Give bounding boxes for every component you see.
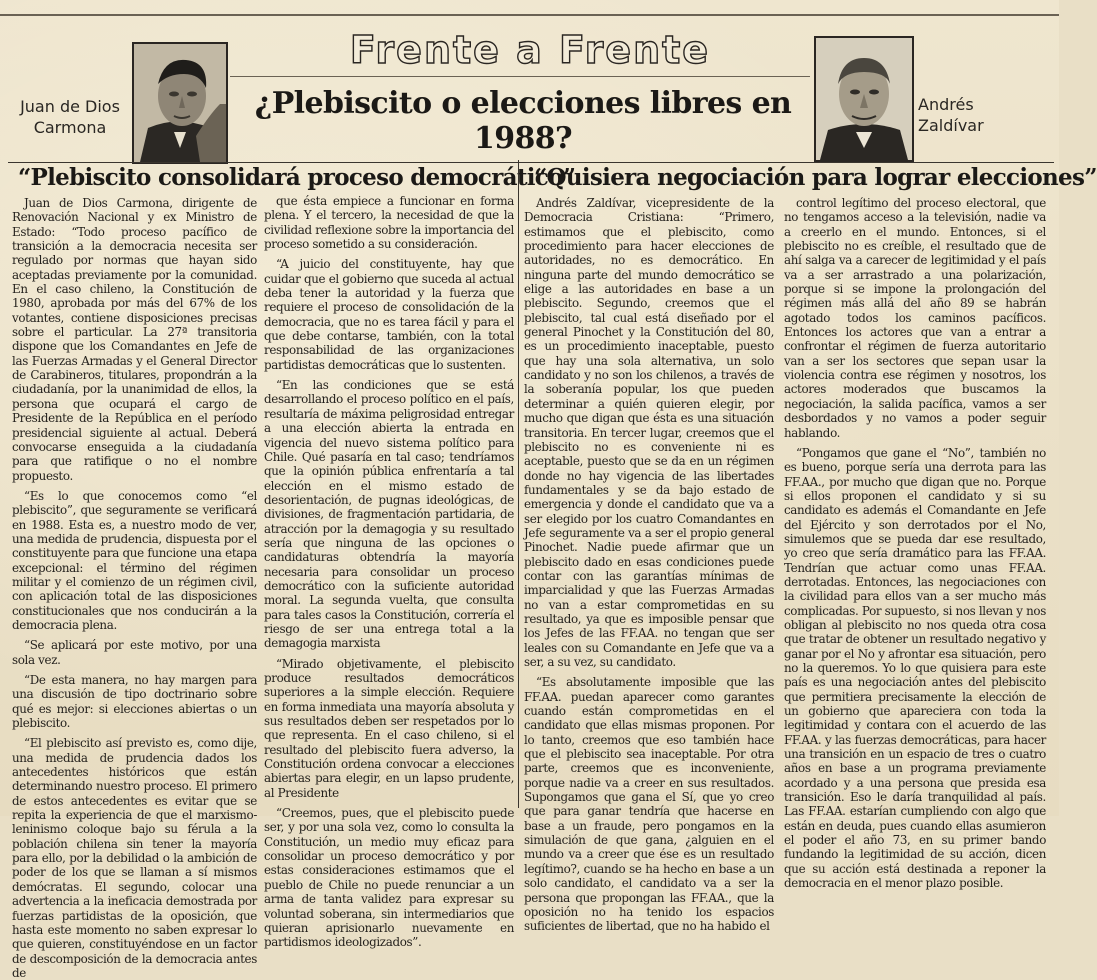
main-headline: ¿Plebiscito o elecciones libres en 1988? xyxy=(254,86,792,156)
paragraph: “En las condiciones que se está desarrollando el proceso político en el país, resultaría de máxima peligrosidad entregar a una elección abierta la entrada en vigencia del nuevo sistema político para Chile. Qué pasaría en tal caso; tendríamos que la opinión pública enfrentaría a tal elección en el mismo estado de desorientación, de pugnas ideológicas, de divisiones, de fragmentación partidaria, de atracción por la demagogia y su resultado sería que ninguna de las opciones o candidaturas obtendría la mayoría necesaria para consolidar un proceso democrático con la suficiente autoridad moral. La segunda vuelta, que consulta para tales casos la Constitución, correría el riesgo de ser una entrega total a la demagogia marxista xyxy=(264,378,514,651)
header-rule xyxy=(8,162,1054,163)
paragraph: que ésta empiece a funcionar en forma plena. Y el tercero, la necesidad de que la civilidad reflexione sobre la importancia del proceso sometido a su consideración. xyxy=(264,194,514,252)
paragraph: “Mirado objetivamente, el plebiscito produce resultados democráticos superiores a la simple elección. Requiere en forma inmediata una mayoría absoluta y sus resultados deben ser respetados por lo que representa. En el caso chileno, si el resultado del plebiscito fuera adverso, la Constitución ordena convocar a elecciones abiertas para elegir, en un lapso prudente, al Presidente xyxy=(264,656,514,800)
paragraph: control legítimo del proceso electoral, que no tengamos acceso a la televisión, nadie va a creerlo en el mundo. Entonces, si el plebiscito no es creíble, el resultado que de ahí salga va a carecer de legitimidad y el país va a ser arrastrado a una polarización, porque si se impone la prolongación del régimen más allá del año 89 se habrán agotado todos los caminos pacíficos. Entonces los actores que van a entrar a confrontar el régimen de fuerza autoritario van a ser los sectores que sepan usar la violencia contra ese régimen y nosotros, los actores moderados que buscamos la negociación, la salida pacífica, vamos a ser desbordados y no vamos a poder seguir hablando. xyxy=(784,196,1046,440)
left-article-column-2 xyxy=(264,194,514,950)
paragraph: “De esta manera, no hay margen para una discusión de tipo doctrinario sobre qué es mejor: si elecciones abiertas o un plebiscito. xyxy=(12,673,257,731)
left-article-column-1 xyxy=(12,196,257,980)
column-divider xyxy=(518,160,519,808)
left-author-photo xyxy=(132,42,228,164)
paragraph: “Creemos, pues, que el plebiscito puede ser, y por una sola vez, como lo consulta la Constitución, un medio muy eficaz para consolidar un proceso democrático y por estas consideraciones estimamos que el pueblo de Chile no puede renunciar a un arma de tanta validez para expresar su voluntad soberana, sin intermediarios que quieran aprisionarlo nuevamente en partidismos ideologizados”. xyxy=(264,806,514,950)
right-article-title: “Quisiera negociación para lograr elecciones” xyxy=(534,164,1097,191)
top-rule xyxy=(0,14,1059,16)
paragraph: “Pongamos que gane el “No”, también no es bueno, porque sería una derrota para las FF.AA., por mucho que digan que no. Porque si ellos proponen el candidato y si su candidato es además el Comandante en Jefe del Ejército y son derrotados por el No, simulemos que se pueda dar ese resultado, yo creo que sería dramático para las FF.AA. Tendrían que actuar como unas FF.AA. derrotadas. Entonces, las negociaciones con la civilidad para ellos van a ser mucho más complicadas. Por supuesto, si nos llevan y nos obligan al plebiscito no nos queda otra cosa que tratar de obtener un resultado negativo y ganar por el No y afrontar esa situación, pero no la queremos. Yo lo que quisiera para este país es una negociación antes del plebiscito que permitiera precisamente la elección de un gobierno que apareciera con toda la legitimidad y contara con el acuerdo de las FF.AA. y las fuerzas democráticas, para hacer una transición en un espacio de tres o cuatro años en base a un programa previamente acordado y a una persona que presida esa transición. Eso le daría tranquilidad al país. Las FF.AA. estarían cumpliendo con algo que están en deuda, pues cuando ellas asumieron el poder el año 73, en su primer bando fundando la legitimidad de su acción, dicen que su acción está destinada a reponer la democracia en el menor plazo posible. xyxy=(784,445,1046,891)
left-author-name: Juan de Dios Carmona xyxy=(20,97,120,137)
portrait-right-image xyxy=(816,38,912,160)
left-article-title: “Plebiscito consolidará proceso democrático” xyxy=(18,164,576,191)
right-article-column-1 xyxy=(524,196,774,934)
paragraph: “Es absolutamente imposible que las FF.AA. puedan aparecer como garantes cuando están comprometidas en el candidato que ellas mismas proponen. Por lo tanto, creemos que eso también hace que el plebiscito sea inaceptable. Por otra parte, creemos que es inconveniente, porque nadie va a creer en sus resultados. Supongamos que gana el Sí, que yo creo que para ganar tendría que hacerse en base a un fraude, pero pongamos en la simulación de que gana, ¿alguien en el mundo va a creer que ése es un resultado legítimo?, cuando se ha hecho en base a un solo candidato, el candidato va a ser la persona que propongan las FF.AA., que la oposición no ha tenido los espacios suficientes de libertad, que no ha habido el xyxy=(524,675,774,934)
paragraph: “Se aplicará por este motivo, por una sola vez. xyxy=(12,638,257,667)
paragraph: “A juicio del constituyente, hay que cuidar que el gobierno que suceda al actual deba tener la autoridad y la fuerza que requiere el proceso de consolidación de la democracia, que no es tarea fácil y para el que debe contarse, también, con la total responsabilidad de las organizaciones partidistas democráticas que lo sustenten. xyxy=(264,257,514,372)
paragraph: “El plebiscito así previsto es, como dije, una medida de prudencia dados los antecedentes históricos que están determinando nuestro proceso. El primero de estos antecedentes es evitar que se repita la experiencia de que el marxismo-leninismo coloque bajo su férula a la población chilena sin tener la mayoría para ello, por la debilidad o la ambición de poder de los que se llaman a sí mismos demócratas. El segundo, colocar una advertencia a la ineficacia demostrada por fuerzas partidistas de la oposición, que hasta este momento no saben expresar lo que quieren, constituyéndose en un factor de descomposición de la democracia antes de xyxy=(12,736,257,980)
paragraph: Juan de Dios Carmona, dirigente de Renovación Nacional y ex Ministro de Estado: “Todo proceso pacífico de transición a la democracia necesita ser regulado por normas que hayan sido aceptadas previamente por la comunidad. En el caso chileno, la Constitución de 1980, aprobada por más del 67% de los votantes, contiene disposiciones precisas sobre el particular. La 27ª transitoria dispone que los Comandantes en Jefe de las Fuerzas Armadas y el General Director de Carabineros, titulares, propondrán a la ciudadanía, por la unanimidad de ellos, la persona que ocupará el cargo de Presidente de la República en el período presidencial siguiente al actual. Deberá convocarse enseguida a la ciudadanía para que ratifique o no el nombre propuesto. xyxy=(12,196,257,483)
paragraph: Andrés Zaldívar, vicepresidente de la Democracia Cristiana: “Primero, estimamos que el plebiscito, como procedimiento para hacer elecciones de autoridades, no es democrático. En ninguna parte del mundo democrático se elige a las autoridades en base a un plebiscito. Segundo, creemos que el plebiscito, tal cual está diseñado por el general Pinochet y la Constitución del 80, es un procedimiento inaceptable, puesto que hay una sola alternativa, un solo candidato y no son los chilenos, a través de la soberanía popular, los que pueden determinar a quién quieren elegir, por mucho que digan que ésta es una situación transitoria. En tercer lugar, creemos que el plebiscito no es conveniente ni es aceptable, puesto que se da en un régimen donde no hay vigencia de las libertades fundamentales y se da bajo estado de emergencia y donde el candidato que va a ser elegido por los cuatro Comandantes en Jefe seguramente va a ser el propio general Pinochet. Nadie puede afirmar que un plebiscito dado en esas condiciones puede contar con las garantías mínimas de imparcialidad y que las Fuerzas Armadas no van a estar comprometidas en su resultado, ya que es imposible pensar que los Jefes de las FF.AA. no tengan que ser leales con su Comandante en Jefe que va a ser, a su vez, su candidato. xyxy=(524,196,774,669)
portrait-left-image xyxy=(134,44,226,162)
right-article-column-2 xyxy=(784,196,1046,891)
paragraph: “Es lo que conocemos como “el plebiscito”, que seguramente se verificará en 1988. Esta es, a nuestro modo de ver, una medida de prudencia, dispuesta por el constituyente para que funcione una etapa excepcional: el término del régimen militar y el comienzo de un régimen civil, con aplicación total de las disposiciones constitucionales que nos conducirán a la democracia plena. xyxy=(12,488,257,632)
right-author-name: Andrés Zaldívar xyxy=(918,95,984,135)
right-author-photo xyxy=(814,36,914,162)
section-title: Frente a Frente xyxy=(349,28,711,72)
banner-rule xyxy=(230,76,810,77)
